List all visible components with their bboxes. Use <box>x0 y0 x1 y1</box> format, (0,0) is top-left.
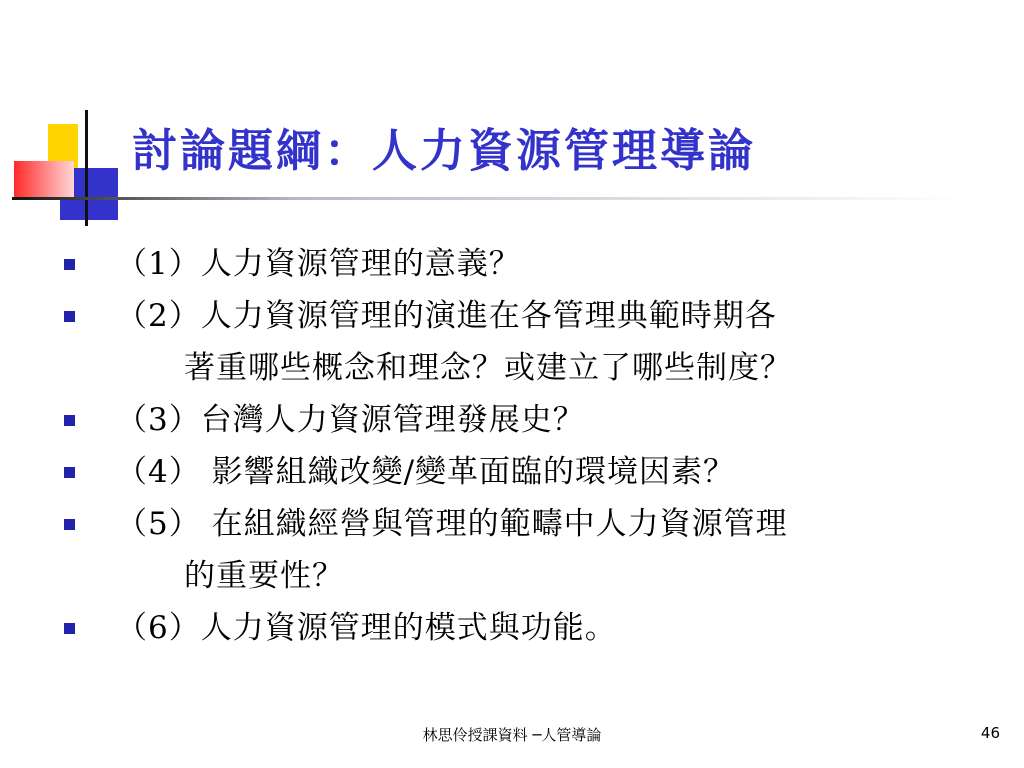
list-item <box>60 394 950 446</box>
list-item <box>60 602 950 654</box>
square-bullet-icon <box>64 311 75 322</box>
square-bullet-icon <box>64 259 75 270</box>
deco-vertical-line <box>85 110 88 226</box>
title-underline <box>12 197 964 200</box>
slide-title: 討論題綱：人力資源管理導論 <box>132 124 757 177</box>
list-item <box>60 238 950 290</box>
bullet-list <box>60 238 950 654</box>
deco-red-square <box>14 161 74 199</box>
square-bullet-icon <box>64 415 75 426</box>
list-item-text-continued: 的重要性？ <box>184 558 344 594</box>
list-item <box>60 498 950 602</box>
square-bullet-icon <box>64 519 75 530</box>
list-item-text: （1）人力資源管理的意義？ <box>116 246 521 282</box>
list-item-text-continued: 著重哪些概念和理念？或建立了哪些制度？ <box>184 350 792 386</box>
list-item <box>60 290 950 394</box>
page-number: 46 <box>980 724 1000 742</box>
list-item-text: （2）人力資源管理的演進在各管理典範時期各 <box>116 298 777 334</box>
list-item-text: （5） 在組織經營與管理的範疇中人力資源管理 <box>116 506 788 542</box>
list-item-text: （6）人力資源管理的模式與功能。 <box>116 610 617 646</box>
square-bullet-icon <box>64 623 75 634</box>
footer-text: 林思伶授課資料 ─人管導論 <box>422 726 602 744</box>
square-bullet-icon <box>64 467 75 478</box>
list-item-text: （4） 影響組織改變/變革面臨的環境因素？ <box>116 454 736 490</box>
list-item <box>60 446 950 498</box>
list-item-text: （3）台灣人力資源管理發展史？ <box>116 402 585 438</box>
